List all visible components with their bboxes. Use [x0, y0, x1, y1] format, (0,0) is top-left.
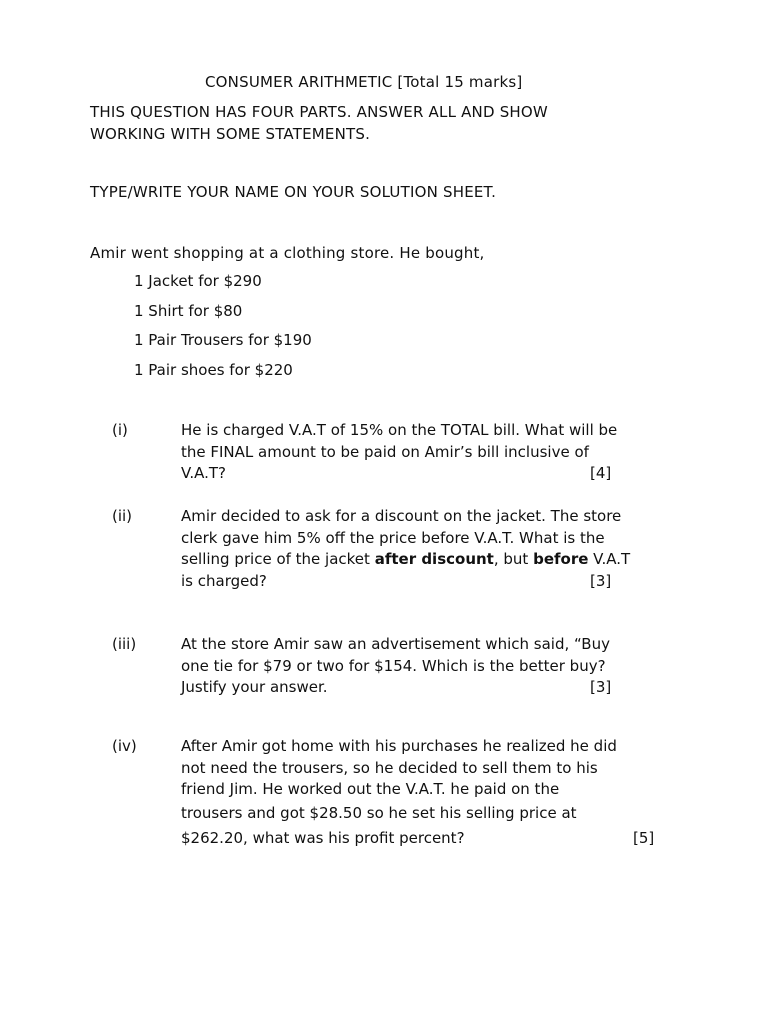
emphasis-after-discount: after discount [374, 550, 494, 568]
question-line-text: is charged? [181, 571, 267, 590]
page-title: CONSUMER ARITHMETIC [Total 15 marks] [205, 73, 523, 91]
instruction-name: TYPE/WRITE YOUR NAME ON YOUR SOLUTION SHEET. [90, 183, 497, 201]
question-text [181, 506, 701, 592]
question-line-text: $262.20, what was his profit percent? [181, 828, 465, 847]
marks-badge: [3] [590, 571, 612, 590]
question-line-text: V.A.T [588, 550, 631, 568]
list-item: 1 Pair shoes for $220 [134, 361, 293, 380]
question-text [181, 420, 701, 485]
question-text [181, 736, 701, 851]
question-line: Amir decided to ask for a discount on the jacket. The store [181, 507, 622, 525]
question-line-text: , but [493, 550, 534, 568]
question-number: (ii) [112, 507, 133, 525]
purchase-list [134, 271, 312, 390]
question-line-text: selling price of the jacket [181, 550, 375, 568]
list-item: 1 Pair Trousers for $190 [134, 331, 312, 350]
question-line: not need the trousers, so he decided to sell them to his [181, 758, 598, 777]
question-line [181, 463, 701, 485]
question-line [181, 677, 701, 699]
question-line: trousers and got $28.50 so he set his selling price at [181, 803, 577, 822]
marks-badge: [3] [590, 678, 612, 696]
question-line: clerk gave him 5% off the price before V.A.T. What is the [181, 528, 605, 547]
question-number: (iv) [112, 737, 137, 755]
question-line: At the store Amir saw an advertisement which said, “Buy [181, 635, 610, 653]
question-line: one tie for $79 or two for $154. Which is the better buy? [181, 656, 606, 675]
marks-badge: [4] [590, 464, 612, 482]
question-line-text: Justify your answer. [181, 678, 328, 696]
emphasis-before: before [533, 550, 589, 568]
instruction-line-2: WORKING WITH SOME STATEMENTS. [90, 125, 371, 143]
list-item: 1 Jacket for $290 [134, 272, 262, 290]
question-line: friend Jim. He worked out the V.A.T. he paid on the [181, 780, 560, 798]
question-text [181, 634, 701, 699]
question-line [181, 549, 701, 571]
marks-badge: [5] [633, 828, 655, 847]
question-line-text: V.A.T? [181, 464, 226, 482]
question-line [181, 826, 701, 851]
question-number: (iii) [112, 635, 137, 653]
instruction-line-1: THIS QUESTION HAS FOUR PARTS. ANSWER ALL AND SHOW [90, 103, 548, 121]
shopping-intro: Amir went shopping at a clothing store. He bought, [90, 244, 485, 262]
question-line: He is charged V.A.T of 15% on the TOTAL bill. What will be [181, 421, 618, 439]
question-line [181, 571, 701, 593]
list-item: 1 Shirt for $80 [134, 301, 243, 320]
question-line: the FINAL amount to be paid on Amir’s bill inclusive of [181, 442, 589, 461]
question-line: After Amir got home with his purchases he realized he did [181, 737, 617, 755]
question-number: (i) [112, 421, 128, 439]
